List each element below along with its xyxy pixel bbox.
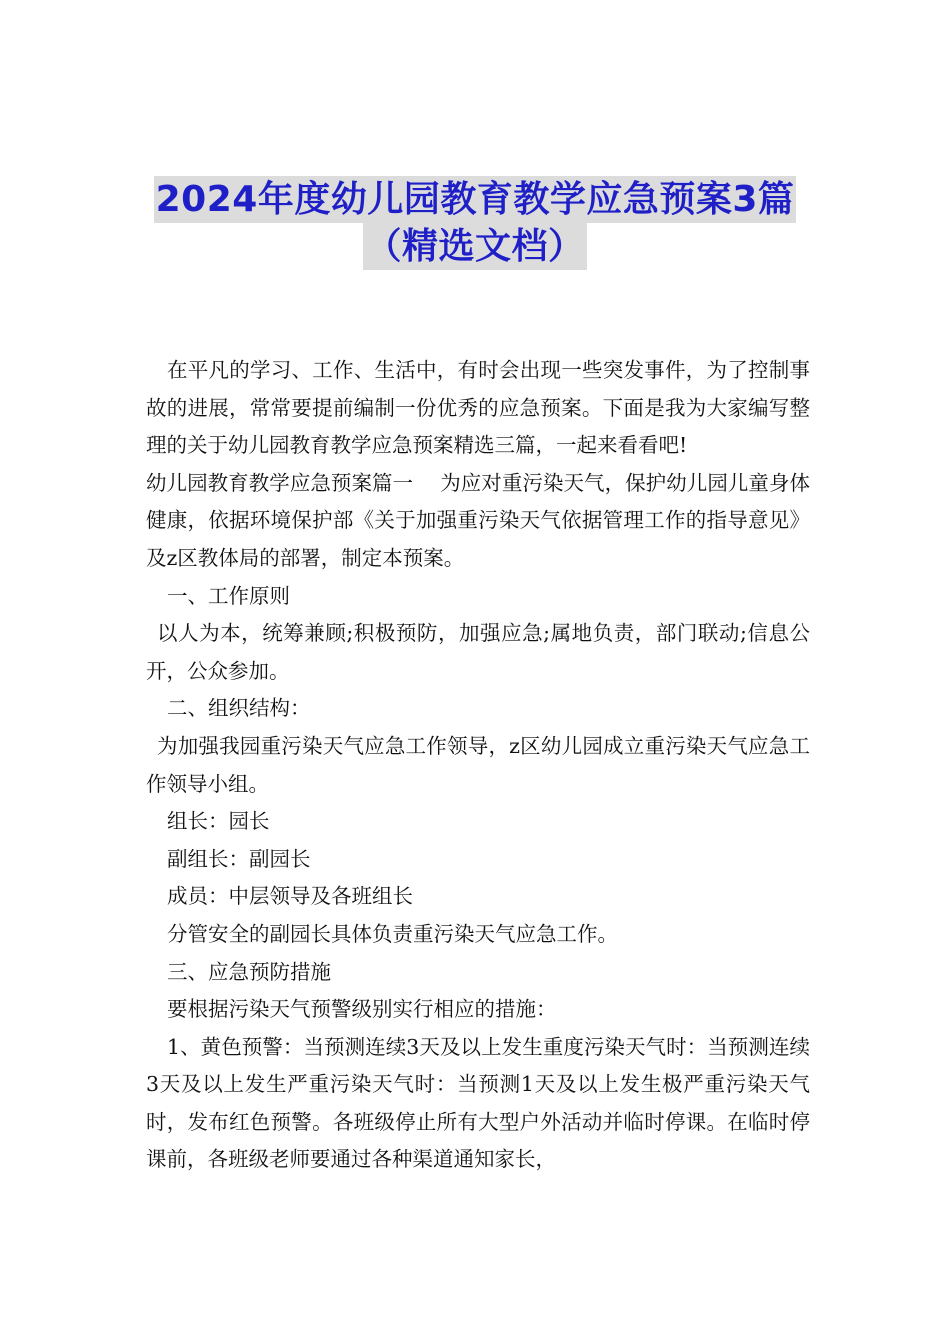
yellow-warning-paragraph: 1、黄色预警：当预测连续3天及以上发生重度污染天气时：当预测连续3天及以上发生严重污染天气时：当预测1天及以上发生极严重污染天气时，发布红色预警。各班级停止所有大型户外活动并临时停课。在临时停课前，各班级老师要通过各种渠道通知家长， — [146, 1034, 810, 1172]
intro-paragraph: 在平凡的学习、工作、生活中，有时会出现一些突发事件，为了控制事故的进展，常常要提前编制一份优秀的应急预案。下面是我为大家编写整理的关于幼儿园教育教学应急预案精选三篇，一起来看看吧! — [146, 358, 810, 458]
title-line-2: （精选文档） — [363, 223, 586, 270]
members-line: 成员：中层领导及各班组长 — [167, 884, 413, 909]
organization-paragraph: 为加强我园重污染天气应急工作领导，z区幼儿园成立重污染天气应急工作领导小组。 — [146, 733, 810, 796]
heading-organization: 二、组织结构： — [167, 696, 311, 721]
document-body — [146, 352, 810, 1179]
heading-work-principles: 一、工作原则 — [167, 583, 290, 608]
leader-line: 组长：园长 — [167, 809, 270, 834]
safety-responsibility-line: 分管安全的副园长具体负责重污染天气应急工作。 — [167, 921, 618, 946]
principles-paragraph: 以人为本，统筹兼顾;积极预防，加强应急;属地负责，部门联动;信息公开，公众参加。 — [146, 621, 810, 683]
deputy-leader-line: 副组长：副园长 — [167, 846, 311, 871]
document-title — [0, 176, 950, 270]
section-one-intro: 幼儿园教育教学应急预案篇一 为应对重污染天气，保护幼儿园儿童身体健康，依据环境保护部《关于加强重污染天气依据管理工作的指导意见》及z区教体局的部署，制定本预案。 — [146, 470, 810, 570]
heading-emergency-measures: 三、应急预防措施 — [167, 959, 331, 984]
measures-intro-line: 要根据污染天气预警级别实行相应的措施： — [167, 997, 557, 1022]
title-line-1: 2024年度幼儿园教育教学应急预案3篇 — [154, 176, 797, 223]
